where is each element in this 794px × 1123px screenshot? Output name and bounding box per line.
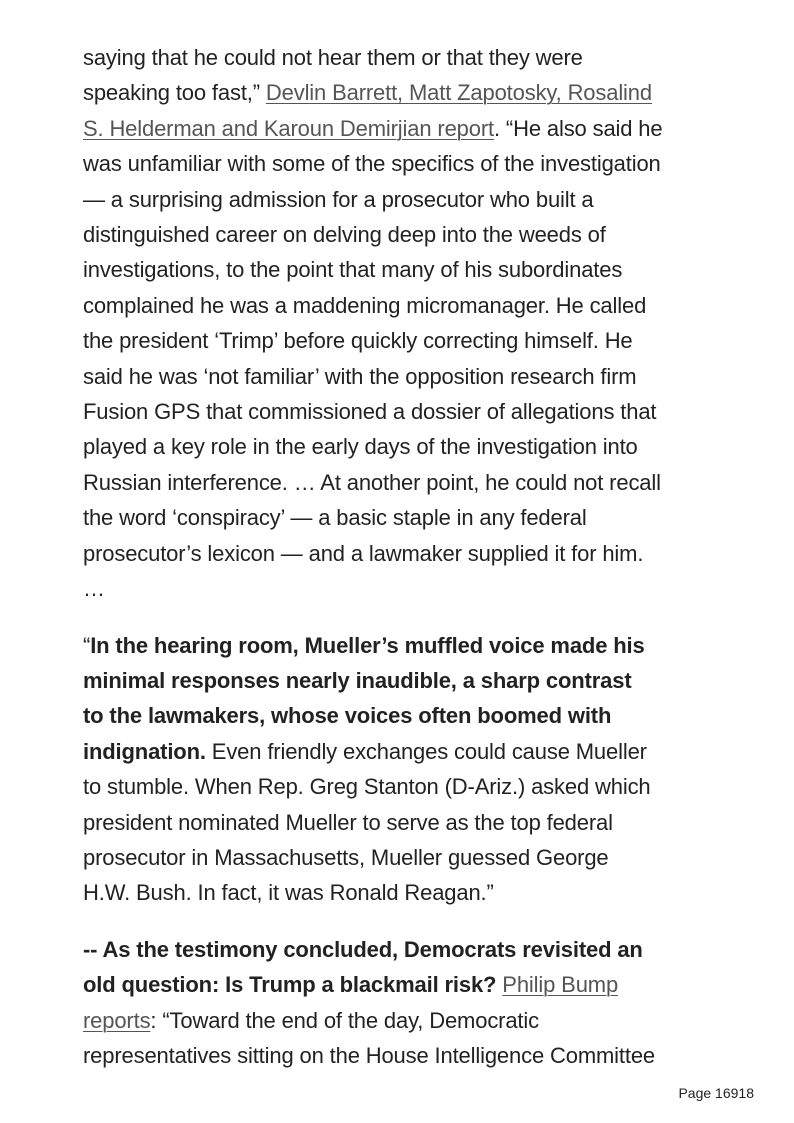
- reporters-link-continued[interactable]: S. Helderman and Karoun Demirjian report: [83, 115, 494, 141]
- text-line: [83, 967, 723, 1002]
- bold-run: minimal responses nearly inaudible, a sharp contrast: [83, 667, 632, 693]
- bold-run: -- As the testimony concluded, Democrats revisited an: [83, 936, 643, 962]
- text-line: [83, 663, 723, 698]
- text-line: the president ‘Trimp’ before quickly correcting himself. He: [83, 328, 633, 354]
- text-line: said he was ‘not familiar’ with the opposition research firm: [83, 363, 637, 389]
- text-line: saying that he could not hear them or that they were: [83, 45, 583, 70]
- text-line: H.W. Bush. In fact, it was Ronald Reagan.”: [83, 880, 494, 906]
- reporters-link[interactable]: Devlin Barrett, Matt Zapotosky, Rosalind: [265, 80, 652, 106]
- bold-run: indignation.: [83, 738, 206, 764]
- bold-run: In the hearing room, Mueller’s muffled voice made his: [90, 632, 645, 658]
- paragraph-1: [83, 40, 723, 607]
- text-line: played a key role in the early days of the investigation into: [83, 434, 638, 460]
- open-quote: “: [83, 632, 91, 658]
- text-line: [83, 698, 723, 733]
- text-line: [83, 111, 723, 146]
- text-line: — a surprising admission for a prosecutor who built a: [83, 186, 594, 212]
- text-run: : “Toward the end of the day, Democratic: [150, 1007, 539, 1033]
- text-line: Fusion GPS that commissioned a dossier of allegations that: [83, 399, 657, 425]
- text-run: Even friendly exchanges could cause Mueller: [205, 738, 647, 764]
- text-line: prosecutor in Massachusetts, Mueller guessed George: [83, 844, 609, 870]
- text-line: [83, 734, 723, 769]
- text-line: to stumble. When Rep. Greg Stanton (D-Ariz.) asked which: [83, 774, 651, 800]
- philip-bump-link[interactable]: Philip Bump: [502, 972, 619, 998]
- text-line: investigations, to the point that many of his subordinates: [83, 257, 623, 283]
- text-line: complained he was a maddening micromanager. He called: [83, 292, 647, 318]
- text-line: [83, 1003, 723, 1038]
- text-line: [83, 628, 723, 663]
- text-line: [83, 75, 723, 110]
- page-number: Page 16918: [678, 1085, 754, 1101]
- paragraph-3: [83, 932, 723, 1074]
- text-line: the word ‘conspiracy’ — a basic staple in any federal: [83, 505, 587, 531]
- text-line: [83, 932, 723, 967]
- text-line: president nominated Mueller to serve as the top federal: [83, 809, 613, 835]
- text-run: . “He also said he: [493, 115, 663, 141]
- text-line: distinguished career on delving deep into the weeds of: [83, 222, 606, 248]
- article-body: [83, 40, 723, 1094]
- bold-run: to the lawmakers, whose voices often boomed with: [83, 703, 612, 729]
- text-line: prosecutor’s lexicon — and a lawmaker supplied it for him.: [83, 540, 644, 566]
- text-line: Russian interference. … At another point, he could not recall: [83, 469, 661, 495]
- text-run: speaking too fast,”: [83, 80, 266, 106]
- bold-run: old question: Is Trump a blackmail risk?: [83, 972, 497, 998]
- philip-bump-link-continued[interactable]: reports: [83, 1007, 151, 1033]
- paragraph-2: [83, 628, 723, 911]
- text-line: was unfamiliar with some of the specifics of the investigation: [83, 151, 661, 177]
- text-line: …: [83, 576, 105, 602]
- text-line: representatives sitting on the House Intelligence Committee: [83, 1042, 656, 1068]
